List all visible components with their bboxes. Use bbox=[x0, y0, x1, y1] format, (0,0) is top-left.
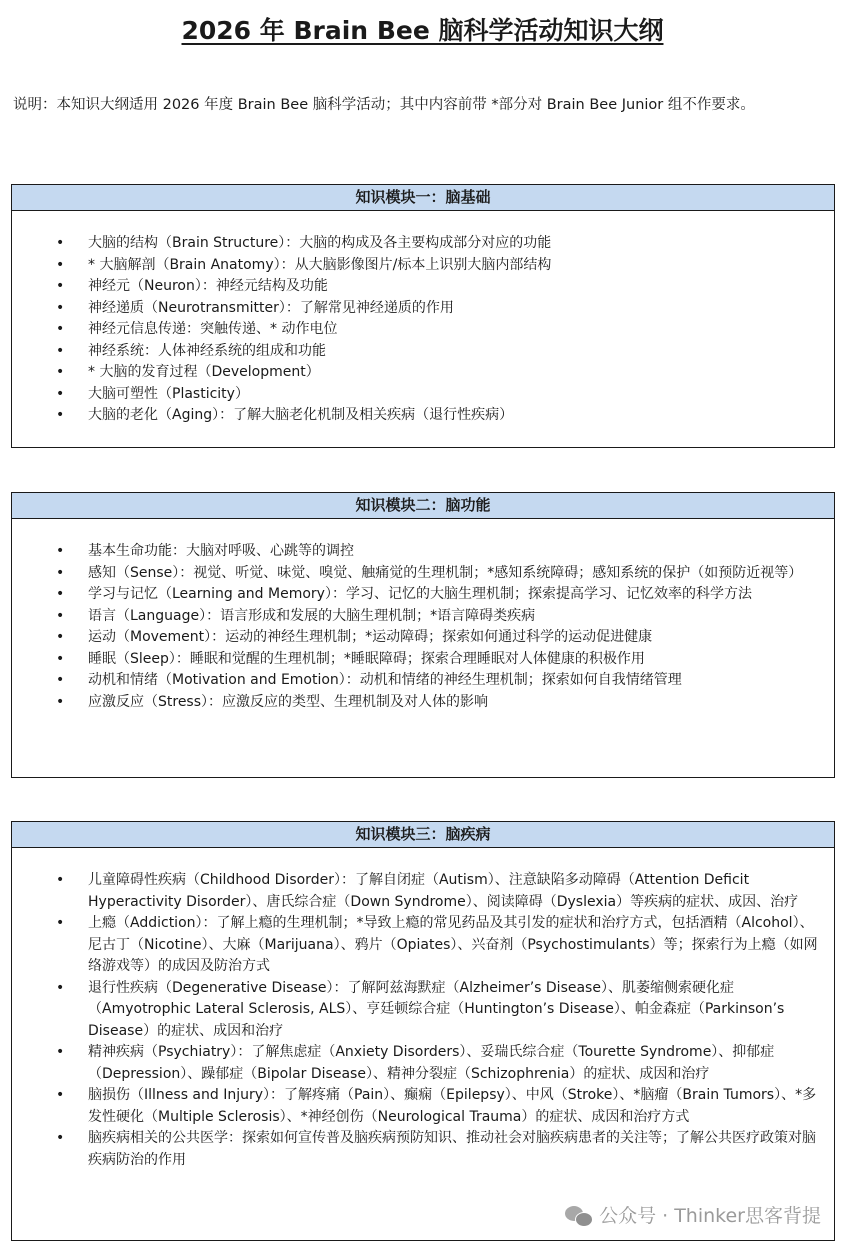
document-note: 说明：本知识大纲适用 2026 年度 Brain Bee 脑科学活动；其中内容前带 *部分对 Brain Bee Junior 组不作要求。 bbox=[13, 97, 755, 113]
list-item: • 神经元信息传递：突触传递、* 动作电位 bbox=[12, 319, 834, 341]
list-item: • 退行性疾病（Degenerative Disease）：了解阿兹海默症（Alzheimer’s Disease）、肌萎缩侧索硬化症（Amyotrophic Lateral Sclerosis, ALS）、亨廷顿综合症（Huntington’s Disease）、帕金森症（Parkinson’s Disease）的症状、成因和治疗 bbox=[12, 978, 834, 1043]
wechat-icon bbox=[565, 1204, 593, 1226]
document-title bbox=[0, 14, 845, 48]
list-item: • 应激反应（Stress）：应激反应的类型、生理机制及对人体的影响 bbox=[12, 692, 834, 714]
list-item: • 精神疾病（Psychiatry）：了解焦虑症（Anxiety Disorders）、妥瑞氏综合症（Tourette Syndrome）、抑郁症（Depression）、躁郁症（Bipolar Disease）、精神分裂症（Schizophrenia）的症状、成因和治疗 bbox=[12, 1042, 834, 1085]
list-item: • 脑疾病相关的公共医学：探索如何宣传普及脑疾病预防知识、推动社会对脑疾病患者的关注等；了解公共医疗政策对脑疾病防治的作用 bbox=[12, 1128, 834, 1171]
list-item: • 儿童障碍性疾病（Childhood Disorder）：了解自闭症（Autism）、注意缺陷多动障碍（Attention Deficit Hyperactivity Disorder）、唐氏综合症（Down Syndrome）、阅读障碍（Dyslexia）等疾病的症状、成因、治疗 bbox=[12, 870, 834, 913]
module-brain-disease bbox=[11, 821, 835, 1241]
document-title-text: 2026 年 Brain Bee 脑科学活动知识大纲 bbox=[181, 16, 664, 45]
module-header: 知识模块一：脑基础 bbox=[12, 185, 834, 211]
list-item: • * 大脑的发育过程（Development） bbox=[12, 362, 834, 384]
list-item: • * 大脑解剖（Brain Anatomy）：从大脑影像图片/标本上识别大脑内部结构 bbox=[12, 255, 834, 277]
module-header: 知识模块二：脑功能 bbox=[12, 493, 834, 519]
module-item-list bbox=[12, 541, 834, 713]
module-brain-basics bbox=[11, 184, 835, 448]
module-item-list bbox=[12, 870, 834, 1171]
list-item: • 学习与记忆（Learning and Memory）：学习、记忆的大脑生理机制；探索提高学习、记忆效率的科学方法 bbox=[12, 584, 834, 606]
watermark bbox=[565, 1201, 821, 1228]
list-item: • 上瘾（Addiction）：了解上瘾的生理机制；*导致上瘾的常见药品及其引发的症状和治疗方式，包括酒精（Alcohol）、尼古丁（Nicotine）、大麻（Marijuana）、鸦片（Opiates）、兴奋剂（Psychostimulants）等；探索行为上瘾（如网络游戏等）的成因及防治方式 bbox=[12, 913, 834, 978]
list-item: • 大脑的老化（Aging）：了解大脑老化机制及相关疾病（退行性疾病） bbox=[12, 405, 834, 427]
module-item-list bbox=[12, 233, 834, 427]
watermark-text: 公众号 · Thinker思客背提 bbox=[599, 1205, 821, 1227]
list-item: • 神经递质（Neurotransmitter）：了解常见神经递质的作用 bbox=[12, 298, 834, 320]
list-item: • 大脑的结构（Brain Structure）：大脑的构成及各主要构成部分对应的功能 bbox=[12, 233, 834, 255]
list-item: • 神经系统：人体神经系统的组成和功能 bbox=[12, 341, 834, 363]
module-header: 知识模块三：脑疾病 bbox=[12, 822, 834, 848]
list-item: • 神经元（Neuron）：神经元结构及功能 bbox=[12, 276, 834, 298]
list-item: • 语言（Language）：语言形成和发展的大脑生理机制；*语言障碍类疾病 bbox=[12, 606, 834, 628]
list-item: • 感知（Sense）：视觉、听觉、味觉、嗅觉、触痛觉的生理机制；*感知系统障碍；感知系统的保护（如预防近视等） bbox=[12, 563, 834, 585]
list-item: • 基本生命功能：大脑对呼吸、心跳等的调控 bbox=[12, 541, 834, 563]
list-item: • 运动（Movement）：运动的神经生理机制；*运动障碍；探索如何通过科学的运动促进健康 bbox=[12, 627, 834, 649]
list-item: • 动机和情绪（Motivation and Emotion）：动机和情绪的神经生理机制；探索如何自我情绪管理 bbox=[12, 670, 834, 692]
list-item: • 脑损伤（Illness and Injury）：了解疼痛（Pain）、癫痫（Epilepsy）、中风（Stroke）、*脑瘤（Brain Tumors）、*多发性硬化（Multiple Sclerosis）、*神经创伤（Neurological Trauma）的症状、成因和治疗方式 bbox=[12, 1085, 834, 1128]
list-item: • 睡眠（Sleep）：睡眠和觉醒的生理机制；*睡眠障碍；探索合理睡眠对人体健康的积极作用 bbox=[12, 649, 834, 671]
list-item: • 大脑可塑性（Plasticity） bbox=[12, 384, 834, 406]
module-brain-function bbox=[11, 492, 835, 778]
